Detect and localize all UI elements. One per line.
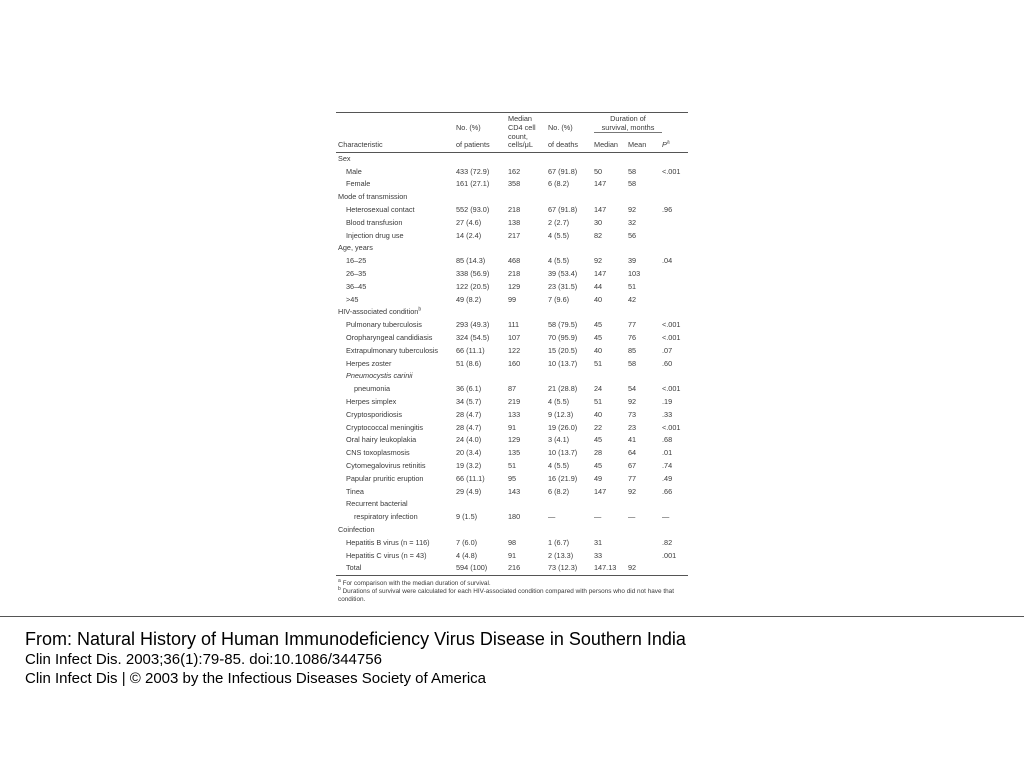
cell-median: 147 xyxy=(594,179,607,189)
cell-patients: 4 (4.8) xyxy=(456,550,478,560)
row-label: Cryptosporidiosis xyxy=(346,409,402,419)
header-patients: No. (%) xyxy=(456,123,481,133)
cell-patients: 324 (54.5) xyxy=(456,333,490,343)
row-label: Blood transfusion xyxy=(346,217,403,227)
cell-patients xyxy=(456,524,508,537)
row-label: Male xyxy=(346,166,362,176)
cell-p: .07 xyxy=(662,345,673,355)
cell-patients xyxy=(456,191,508,204)
cell-mean: 58 xyxy=(628,166,637,176)
cell-deaths: 9 (12.3) xyxy=(548,409,574,419)
cell-median: 33 xyxy=(594,550,603,560)
cell-deaths: 1 (6.7) xyxy=(548,537,570,547)
cell-p: .96 xyxy=(662,205,673,215)
cell-mean: 76 xyxy=(628,333,637,343)
row-label: respiratory infection xyxy=(354,512,418,522)
cell-cd4: 138 xyxy=(508,217,521,227)
cell-median: 50 xyxy=(594,166,603,176)
cell-mean: — xyxy=(628,512,636,522)
cell-deaths: 39 (53.4) xyxy=(548,269,578,279)
cell-p xyxy=(662,370,688,383)
cell-cd4 xyxy=(508,152,548,165)
table-row xyxy=(336,242,688,255)
table-footnotes xyxy=(336,580,688,604)
table-row xyxy=(336,255,688,268)
cell-cd4: 217 xyxy=(508,230,521,240)
row-label: 36–45 xyxy=(346,281,367,291)
cell-cd4: 358 xyxy=(508,179,521,189)
cell-cd4 xyxy=(508,498,548,511)
cell-mean: 77 xyxy=(628,320,637,330)
cell-deaths: 4 (5.5) xyxy=(548,461,570,470)
row-label: Mode of transmission xyxy=(338,192,408,202)
cell-median: 147 xyxy=(594,205,607,215)
cell-deaths: 70 (95.9) xyxy=(548,333,578,343)
cell-deaths: 3 (4.1) xyxy=(548,435,570,445)
table-row xyxy=(336,166,688,179)
table-row xyxy=(336,537,688,550)
cell-median xyxy=(594,191,628,204)
row-label: CNS toxoplasmosis xyxy=(346,448,410,458)
table-row xyxy=(336,383,688,396)
cell-p xyxy=(662,191,688,204)
row-label: Coinfection xyxy=(338,524,375,534)
table-row xyxy=(336,230,688,243)
cell-patients: 28 (4.7) xyxy=(456,409,482,419)
cell-mean xyxy=(628,242,662,255)
cell-cd4: 122 xyxy=(508,345,521,355)
caption-copyright: Clin Infect Dis | © 2003 by the Infectious Diseases Society of America xyxy=(25,670,486,687)
cell-cd4: 162 xyxy=(508,166,521,176)
table-row xyxy=(336,358,688,371)
cell-deaths: 10 (13.7) xyxy=(548,358,578,368)
cell-mean: 58 xyxy=(628,179,637,189)
table-figure xyxy=(336,112,688,615)
cell-p: .60 xyxy=(662,358,673,368)
cell-deaths xyxy=(548,242,594,255)
cell-patients xyxy=(456,306,508,319)
cell-p xyxy=(662,524,688,537)
cell-p: <.001 xyxy=(662,333,681,343)
cell-mean xyxy=(628,152,662,165)
row-label: Tinea xyxy=(346,486,364,496)
cell-p xyxy=(662,498,688,511)
cell-deaths: 67 (91.8) xyxy=(548,205,578,215)
footnote: $^a$ For comparison with the median duration of survival. xyxy=(338,578,491,588)
cell-patients xyxy=(456,370,508,383)
cell-median: 31 xyxy=(594,537,603,547)
cell-cd4: 111 xyxy=(508,320,520,330)
cell-mean: 41 xyxy=(628,435,637,445)
cell-mean xyxy=(628,498,662,511)
caption-citation: Clin Infect Dis. 2003;36(1):79-85. doi:10.1086/344756 xyxy=(25,651,382,668)
cell-median: 82 xyxy=(594,230,603,240)
table-row xyxy=(336,422,688,435)
cell-patients: 338 (56.9) xyxy=(456,269,490,279)
cell-mean: 64 xyxy=(628,448,637,458)
row-label: Hepatitis B virus (n = 116) xyxy=(346,537,430,547)
row-label: HIV-associated condition$^b$ xyxy=(338,307,422,317)
cell-mean: 32 xyxy=(628,217,637,227)
cell-deaths: — xyxy=(548,512,556,522)
cell-median: 44 xyxy=(594,281,603,291)
row-label: Recurrent bacterial xyxy=(346,499,408,509)
header-median: Median xyxy=(594,133,628,153)
cell-patients: 28 (4.7) xyxy=(456,422,482,432)
cell-median: — xyxy=(594,512,602,522)
cell-mean: 23 xyxy=(628,422,637,432)
cell-median xyxy=(594,498,628,511)
row-label: Oral hairy leukoplakia xyxy=(346,435,417,445)
table-row xyxy=(336,191,688,204)
cell-p: .74 xyxy=(662,461,673,470)
cell-cd4: 51 xyxy=(508,461,517,470)
cell-patients xyxy=(456,152,508,165)
footnote: $^b$ Durations of survival were calculated for each HIV-associated condition compared with persons who did not have that condition. xyxy=(338,586,674,604)
row-label: Extrapulmonary tuberculosis xyxy=(346,345,439,355)
cell-p xyxy=(662,230,688,243)
table-row xyxy=(336,473,688,486)
cell-mean: 92 xyxy=(628,397,637,407)
cell-median: 92 xyxy=(594,256,603,266)
table-row xyxy=(336,204,688,217)
cell-median: 51 xyxy=(594,397,603,407)
cell-patients: 85 (14.3) xyxy=(456,256,486,266)
cell-patients: 27 (4.6) xyxy=(456,217,482,227)
row-label: 26–35 xyxy=(346,269,367,279)
survival-table: Median Duration of No. (%) CD4 cell No. (%) survival, months Characteristic of patients count, cells/μL of deaths Median Mean $P^a$ Sex Male 433 (72.9) 162 67 (91.8) 50 58 <.001 Female 161 (27.1) 358 6 (8.2) 147 58 Mode of transmission Heterosexual contact 552 (93.0) 218 67 (91.8) 147 92 .96 Blood transfusion 27 (4.6) 138 2 (2.7) 30 32 Injection drug use 14 (2.4) 217 4 (5.5) 82 56 Age, years 16–25 85 (14.3) 468 4 (5.5) 92 39 .04 26–35 338 (56.9) 218 39 (53.4) 147 103 36–45 122 (20.5) 129 23 (31.5) 44 51 >45 49 (8.2) 99 7 (9.6) 40 42 HIV-associated condition$^b$ Pulmonary tuberculosis 293 (49.3) 111 58 (79.5) 45 77 <.001 Oropharyngeal candidiasis 324 (54.5) 107 70 (95.9) 45 76 <.001 Extrapulmonary tuberculosis 66 (11.1) 122 15 (20.5) 40 85 .07 Herpes zoster 51 (8.6) 160 10 (13.7) 51 58 .60 Pneumocystis carinii pneumonia 36 (6.1) 87 21 (28.8) 24 54 <.001 Herpes simplex 34 (5.7) 219 4 (5.5) 51 92 .19 Cryptosporidiosis 28 (4.7) 133 9 (12.3) 40 73 .33 Cryptococcal meningitis 28 (4.7) 91 19 (26.0) 22 23 <.001 Oral hairy leukoplakia 24 (4.0) 129 3 (4.1) 45 41 .68 CNS toxoplasmosis 20 (3.4) 135 10 (13.7) 28 64 .01 Cytomegalovirus retinitis 19 (3.2) 51 4 (5.5) 45 67 .74 Papular pruritic eruption 66 (11.1) 95 16 (21.9) 49 77 .49 Tinea 29 (4.9) 143 6 (8.2) 147 92 .66 Recurrent bacterial respiratory infection 9 (1.5) 180 — — — — Coinfection Hepatitis B virus (n = 116) 7 (6.0) 98 1 (6.7) 31 .82 Hepatitis C virus (n = 43) 4 (4.8) 91 2 (13.3) 33 .001 Total 594 (100) 216 73 (12.3) 147.13 92 xyxy=(336,112,688,576)
cell-cd4 xyxy=(508,191,548,204)
cell-p xyxy=(662,306,688,319)
cell-cd4: 216 xyxy=(508,562,548,575)
cell-deaths: 4 (5.5) xyxy=(548,397,570,407)
cell-median: 22 xyxy=(594,422,603,432)
table-row xyxy=(336,294,688,307)
cell-p: .68 xyxy=(662,435,673,445)
cell-deaths: 2 (13.3) xyxy=(548,550,574,560)
table-row xyxy=(336,319,688,332)
table-row xyxy=(336,511,688,524)
cell-mean: 92 xyxy=(628,205,637,215)
cell-median: 30 xyxy=(594,217,603,227)
row-label: 16–25 xyxy=(346,256,367,266)
cell-cd4: 160 xyxy=(508,358,521,368)
cell-mean xyxy=(628,537,662,550)
cell-p: .49 xyxy=(662,473,673,483)
cell-patients: 14 (2.4) xyxy=(456,230,482,240)
cell-mean: 92 xyxy=(628,486,637,496)
cell-mean: 54 xyxy=(628,384,637,394)
cell-p xyxy=(662,152,688,165)
cell-p xyxy=(662,242,688,255)
table-row xyxy=(336,524,688,537)
caption-title: From: Natural History of Human Immunodeficiency Virus Disease in Southern India xyxy=(25,629,686,649)
cell-cd4: 129 xyxy=(508,435,521,445)
cell-deaths xyxy=(548,306,594,319)
cell-median: 45 xyxy=(594,435,603,445)
cell-deaths xyxy=(548,370,594,383)
cell-cd4: 129 xyxy=(508,281,521,291)
cell-median: 24 xyxy=(594,384,603,394)
cell-median xyxy=(594,306,628,319)
cell-cd4: 91 xyxy=(508,550,517,560)
row-label: Pneumocystis carinii xyxy=(346,371,413,381)
caption xyxy=(25,628,1015,688)
table-row xyxy=(336,447,688,460)
cell-deaths xyxy=(548,524,594,537)
cell-p xyxy=(662,268,688,281)
table-row xyxy=(336,498,688,511)
row-label: Female xyxy=(346,179,371,189)
cell-cd4: 180 xyxy=(508,512,521,522)
cell-patients: 66 (11.1) xyxy=(456,345,485,355)
cell-median: 49 xyxy=(594,473,603,483)
table-row xyxy=(336,217,688,230)
cell-mean: 67 xyxy=(628,461,637,470)
cell-mean: 56 xyxy=(628,230,637,240)
cell-patients: 20 (3.4) xyxy=(456,448,482,458)
cell-p: <.001 xyxy=(662,384,681,394)
caption-divider xyxy=(0,616,1024,617)
row-label: Herpes zoster xyxy=(346,358,392,368)
table-row xyxy=(336,152,688,165)
table-body xyxy=(336,152,688,575)
cell-mean xyxy=(628,550,662,563)
cell-cd4: 218 xyxy=(508,205,521,215)
row-label: Cryptococcal meningitis xyxy=(346,422,424,432)
cell-mean: 39 xyxy=(628,256,637,266)
table-row xyxy=(336,486,688,499)
cell-deaths: 6 (8.2) xyxy=(548,486,570,496)
cell-mean: 85 xyxy=(628,345,637,355)
row-label: Pulmonary tuberculosis xyxy=(346,320,422,330)
table-row xyxy=(336,396,688,409)
cell-median: 40 xyxy=(594,294,603,304)
table-row xyxy=(336,332,688,345)
cell-cd4: 107 xyxy=(508,333,521,343)
cell-median xyxy=(594,152,628,165)
cell-patients: 66 (11.1) xyxy=(456,473,485,483)
cell-cd4: 91 xyxy=(508,422,517,432)
row-label: Heterosexual contact xyxy=(346,205,415,215)
cell-deaths: 6 (8.2) xyxy=(548,179,570,189)
cell-median xyxy=(594,524,628,537)
cell-deaths: 7 (9.6) xyxy=(548,294,570,304)
cell-deaths: 23 (31.5) xyxy=(548,281,578,291)
cell-patients: 19 (3.2) xyxy=(456,461,482,470)
cell-p: .04 xyxy=(662,256,673,266)
cell-patients xyxy=(456,498,508,511)
cell-median: 147 xyxy=(594,269,607,279)
cell-deaths xyxy=(548,191,594,204)
cell-median xyxy=(594,370,628,383)
cell-median: 28 xyxy=(594,448,603,458)
cell-patients: 9 (1.5) xyxy=(456,512,478,522)
cell-p: .33 xyxy=(662,409,673,419)
table-row xyxy=(336,268,688,281)
cell-patients: 36 (6.1) xyxy=(456,384,482,394)
cell-p: .82 xyxy=(662,537,673,547)
row-label: Hepatitis C virus (n = 43) xyxy=(346,550,427,560)
row-label: Age, years xyxy=(338,243,373,253)
table-row xyxy=(336,345,688,358)
cell-p: <.001 xyxy=(662,320,681,330)
cell-p: <.001 xyxy=(662,166,681,176)
table-row xyxy=(336,409,688,422)
cell-patients: 594 (100) xyxy=(456,562,508,575)
cell-deaths: 10 (13.7) xyxy=(548,448,578,458)
cell-patients: 49 (8.2) xyxy=(456,294,482,304)
cell-cd4: 218 xyxy=(508,269,521,279)
row-label: Cytomegalovirus retinitis xyxy=(346,461,426,470)
cell-deaths: 4 (5.5) xyxy=(548,230,570,240)
cell-deaths: 73 (12.3) xyxy=(548,562,594,575)
cell-cd4 xyxy=(508,242,548,255)
cell-median: 51 xyxy=(594,358,603,368)
cell-patients: 34 (5.7) xyxy=(456,397,482,407)
cell-patients xyxy=(456,242,508,255)
cell-cd4 xyxy=(508,524,548,537)
cell-cd4 xyxy=(508,306,548,319)
cell-p: .66 xyxy=(662,486,673,496)
header-p: $P^a$ xyxy=(662,133,688,153)
cell-cd4: 468 xyxy=(508,256,521,266)
table-row xyxy=(336,434,688,447)
cell-median: 45 xyxy=(594,333,603,343)
cell-mean: 92 xyxy=(628,562,662,575)
cell-cd4: 95 xyxy=(508,473,517,483)
table-row xyxy=(336,370,688,383)
cell-p xyxy=(662,562,688,575)
cell-mean xyxy=(628,306,662,319)
cell-p: — xyxy=(662,512,670,522)
cell-p: .19 xyxy=(662,397,673,407)
row-label: Oropharyngeal candidiasis xyxy=(346,333,433,343)
cell-mean: 103 xyxy=(628,269,641,279)
row-label: Total xyxy=(336,562,456,575)
cell-mean xyxy=(628,191,662,204)
cell-deaths: 67 (91.8) xyxy=(548,166,578,176)
cell-mean xyxy=(628,370,662,383)
cell-deaths: 19 (26.0) xyxy=(548,422,578,432)
cell-deaths: 15 (20.5) xyxy=(548,345,578,355)
cell-patients: 552 (93.0) xyxy=(456,205,490,215)
cell-deaths: 2 (2.7) xyxy=(548,217,570,227)
cell-p xyxy=(662,178,688,191)
row-label: Papular pruritic eruption xyxy=(346,473,424,483)
cell-patients: 161 (27.1) xyxy=(456,179,490,189)
cell-median xyxy=(594,242,628,255)
cell-mean: 58 xyxy=(628,358,637,368)
cell-cd4: 143 xyxy=(508,486,521,496)
header-cd4: Median xyxy=(508,115,532,123)
cell-patients: 122 (20.5) xyxy=(456,281,490,291)
cell-cd4: 133 xyxy=(508,409,521,419)
cell-p: <.001 xyxy=(662,422,681,432)
header-characteristic: Characteristic xyxy=(336,133,456,153)
row-label: Sex xyxy=(338,153,351,163)
table-row xyxy=(336,550,688,563)
table-row xyxy=(336,306,688,319)
cell-cd4: 87 xyxy=(508,384,517,394)
cell-deaths: 21 (28.8) xyxy=(548,384,578,394)
cell-mean: 42 xyxy=(628,294,637,304)
cell-p xyxy=(662,294,688,307)
cell-deaths: 4 (5.5) xyxy=(548,256,570,266)
cell-mean: 73 xyxy=(628,409,637,419)
cell-median: 147 xyxy=(594,486,607,496)
row-label: Herpes simplex xyxy=(346,397,397,407)
cell-mean: 51 xyxy=(628,281,637,291)
cell-patients: 293 (49.3) xyxy=(456,320,490,330)
header-deaths: No. (%) xyxy=(548,123,573,133)
cell-cd4: 135 xyxy=(508,448,521,458)
cell-deaths: 16 (21.9) xyxy=(548,473,578,483)
cell-patients: 433 (72.9) xyxy=(456,166,490,176)
cell-median: 147.13 xyxy=(594,562,628,575)
cell-patients: 29 (4.9) xyxy=(456,486,482,496)
row-label: Injection drug use xyxy=(346,230,404,240)
table-row xyxy=(336,178,688,191)
cell-p xyxy=(662,217,688,230)
cell-p: .001 xyxy=(662,550,677,560)
cell-median: 40 xyxy=(594,345,603,355)
cell-patients: 7 (6.0) xyxy=(456,537,478,547)
cell-mean: 77 xyxy=(628,473,637,483)
cell-deaths xyxy=(548,498,594,511)
table-row xyxy=(336,460,688,473)
cell-patients: 24 (4.0) xyxy=(456,435,482,445)
cell-p: .01 xyxy=(662,448,673,458)
cell-cd4: 219 xyxy=(508,397,521,407)
cell-median: 45 xyxy=(594,461,603,470)
cell-cd4: 98 xyxy=(508,537,517,547)
header-duration: Duration of xyxy=(610,115,646,123)
cell-patients: 51 (8.6) xyxy=(456,358,482,368)
cell-deaths xyxy=(548,152,594,165)
table-row xyxy=(336,562,688,575)
cell-deaths: 58 (79.5) xyxy=(548,320,578,330)
table-row xyxy=(336,281,688,294)
cell-p xyxy=(662,281,688,294)
cell-cd4 xyxy=(508,370,548,383)
cell-median: 40 xyxy=(594,409,603,419)
row-label: >45 xyxy=(346,294,359,304)
cell-cd4: 99 xyxy=(508,294,517,304)
header-mean: Mean xyxy=(628,133,662,153)
cell-mean xyxy=(628,524,662,537)
row-label: pneumonia xyxy=(354,384,391,394)
cell-median: 45 xyxy=(594,320,603,330)
